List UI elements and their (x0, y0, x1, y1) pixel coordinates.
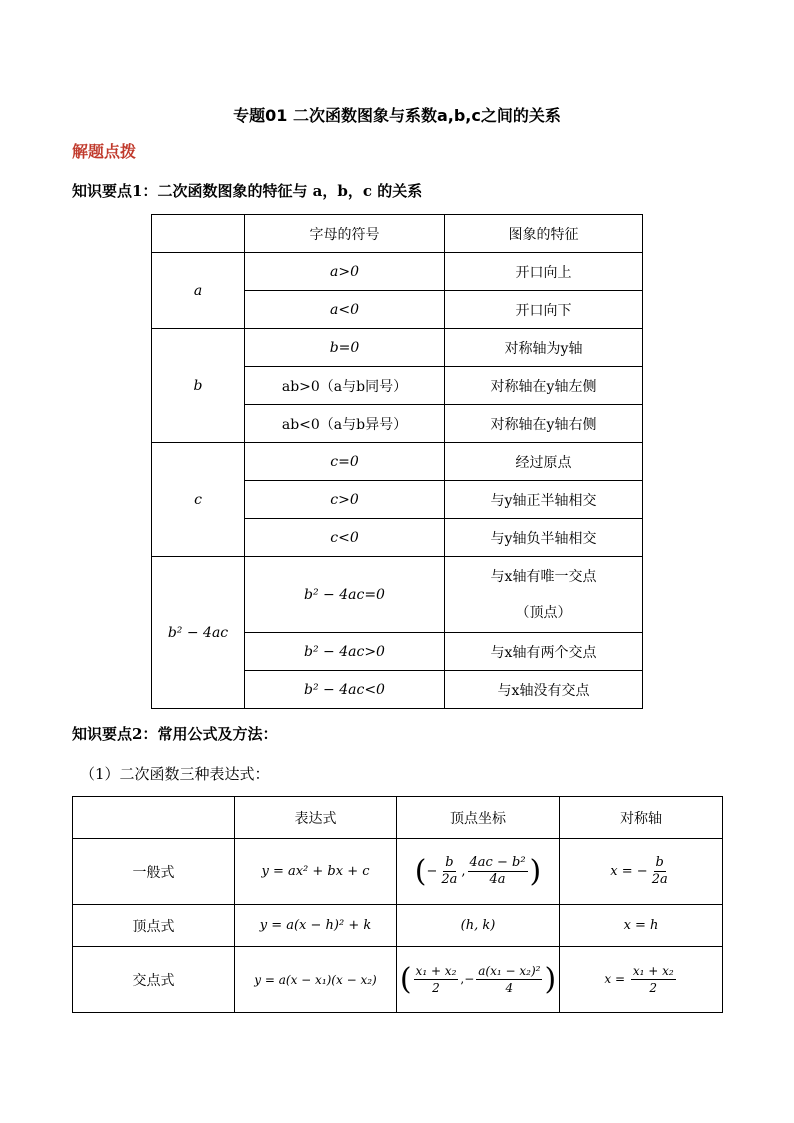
letter-c-cell: c (152, 443, 245, 557)
vertex-cell: (h, k) (397, 905, 560, 947)
form-name-cell: 交点式 (73, 947, 235, 1013)
numerator: b (655, 855, 664, 870)
header-expression-cell: 表达式 (235, 797, 397, 839)
sign-cell: b² − 4ac>0 (245, 633, 445, 671)
page-title: 专题01 二次函数图象与系数a,b,c之间的关系 (233, 106, 561, 125)
form-name-cell: 顶点式 (73, 905, 235, 947)
form-name-cell: 一般式 (73, 839, 235, 905)
feature-cell: 与x轴没有交点 (445, 671, 643, 709)
denominator: 2a (441, 872, 458, 887)
header-axis-cell: 对称轴 (560, 797, 723, 839)
header-empty-cell (152, 215, 245, 253)
sign-cell: a<0 (245, 291, 445, 329)
vertex-cell: ( $\frac{\text{x₁ + x₂}}{2}$ ,− $\frac{\text{a(x₁ − x₂)²}}{4}$ ) (397, 947, 560, 1013)
axis-cell: x = h (560, 905, 723, 947)
feature-cell: 对称轴在y轴右侧 (445, 405, 643, 443)
sign-cell: b² − 4ac=0 (245, 557, 445, 633)
header-vertex-cell: 顶点坐标 (397, 797, 560, 839)
numerator: b (445, 855, 454, 870)
feature-line: 与x轴有唯一交点 (490, 568, 597, 585)
axis-cell: x = $\frac{\text{x₁ + x₂}}{2}$ (560, 947, 723, 1013)
feature-cell: 对称轴为y轴 (445, 329, 643, 367)
denominator: 2 (649, 981, 658, 995)
sign-cell: c=0 (245, 443, 445, 481)
numerator: x₁ + x₂ (415, 964, 457, 978)
feature-note: （顶点） (515, 604, 572, 621)
letter-discriminant-cell: b² − 4ac (152, 557, 245, 709)
sign-cell: c<0 (245, 519, 445, 557)
letter-b-cell: b (152, 329, 245, 443)
sign-cell: a>0 (245, 253, 445, 291)
feature-cell: 与y轴负半轴相交 (445, 519, 643, 557)
denominator: 4 (505, 981, 514, 995)
feature-cell: 与x轴有两个交点 (445, 633, 643, 671)
sign-cell: ab<0（a与b异号） (245, 405, 445, 443)
sign-cell: ab>0（a与b同号） (245, 367, 445, 405)
letter-a-cell: a (152, 253, 245, 329)
feature-cell: 开口向上 (445, 253, 643, 291)
feature-cell (445, 557, 643, 633)
sign-cell: b=0 (245, 329, 445, 367)
expression-cell: y = a(x − h)² + k (235, 905, 397, 947)
numerator: x₁ + x₂ (632, 964, 674, 978)
sign-cell: b² − 4ac<0 (245, 671, 445, 709)
numerator: 4ac − b² (469, 855, 526, 870)
header-sign-cell: 字母的符号 (245, 215, 445, 253)
denominator: 4a (489, 872, 506, 887)
section-2-heading: 知识要点2：常用公式及方法： (72, 725, 278, 743)
quadratic-forms-table (72, 796, 723, 1013)
expression-cell: y = ax² + bx + c (235, 839, 397, 905)
header-feature-cell: 图象的特征 (445, 215, 643, 253)
header-empty-cell (73, 797, 235, 839)
feature-cell: 对称轴在y轴左侧 (445, 367, 643, 405)
coefficient-table (151, 214, 643, 709)
axis-cell: x = − $\frac{b}{2a}$ (560, 839, 723, 905)
solution-tips-heading: 解题点拨 (72, 142, 137, 161)
denominator: 2 (432, 981, 440, 995)
vertex-cell: (− $\frac{b}{2a}$ , $\frac{\text{4ac − b²}}{4a}$ ) (397, 839, 560, 905)
feature-cell: 经过原点 (445, 443, 643, 481)
denominator: 2a (651, 872, 668, 887)
section-1-heading: 知识要点1：二次函数图象的特征与 a，b，c 的关系 (72, 182, 423, 200)
sign-cell: c>0 (245, 481, 445, 519)
expression-forms-intro: （1）二次函数三种表达式： (80, 765, 270, 783)
expression-cell: y = a(x − x₁)(x − x₂) (235, 947, 397, 1013)
feature-cell: 与y轴正半轴相交 (445, 481, 643, 519)
feature-cell: 开口向下 (445, 291, 643, 329)
numerator: a(x₁ − x₂)² (478, 964, 541, 978)
